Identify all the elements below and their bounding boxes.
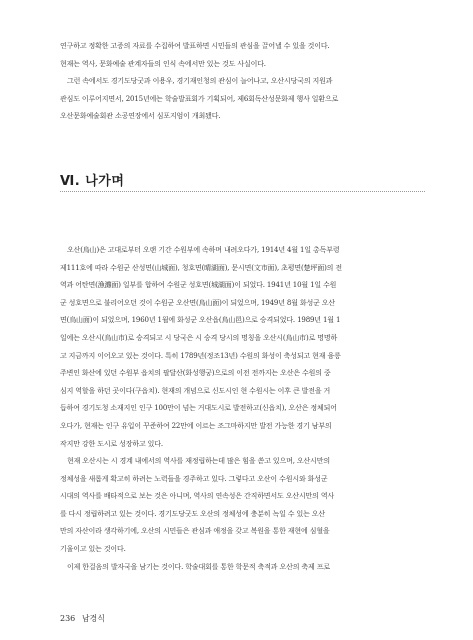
section-divider: [60, 191, 425, 192]
text-line: 심지 역할을 하던 곳이다(구읍치). 현재의 개념으로 신도시인 현 수원시는 이후 큰 발전을 거: [60, 386, 331, 395]
text-line: 주변인 화산에 있던 수원부 읍치의 팔달산(화성행궁)으로의 이전 전까지는 오산은 수원의 중: [60, 369, 331, 378]
body-paragraph-1: [60, 242, 425, 453]
text-line: 를 다시 정립하려고 있는 것이다. 경기도당굿도 오산의 정체성에 충분히 녹일 수 있는 오산: [60, 509, 326, 518]
text-line: 작지만 강한 도시로 성장하고 있다.: [60, 439, 163, 448]
text-line: 오다가, 현재는 인구 유입이 꾸준하여 22만에 이르는 조그마하지만 발전 가능한 경기 남부의: [60, 421, 332, 430]
body-paragraph-3: [60, 559, 425, 577]
body-paragraph-2: [60, 453, 425, 559]
text-line: 듭하여 경기도청 소재지인 인구 100만이 넘는 거대도시로 발전하고(신읍치), 오산은 정체되어: [60, 404, 337, 413]
text-line: 관심도 이루어지면서, 2015년에는 학술발표회가 기획되어, 제6회독산성문화제 행사 일환으로: [60, 94, 339, 103]
page-number: 236: [60, 614, 76, 623]
text-line: 군 성호면으로 불리어오던 것이 수원군 오산면(烏山面)이 되었으며, 1949년 8월 화성군 오산: [60, 298, 336, 307]
text-line: 그런 속에서도 경기도당굿과 이용우, 경기재인청의 관심이 늘어나고, 오산시당국의 지원과: [67, 77, 333, 86]
text-line: 제111호에 따라 수원군 산성면(山城面), 청호면(晴湖面), 문시면(文市面), 초평면(楚坪面)의 전: [60, 263, 342, 272]
text-line: 고 지금까지 이어오고 있는 것이다. 특히 1789년(정조13년) 수원의 화성이 축성되고 현재 융릉: [60, 351, 341, 360]
text-line: 연구하고 정확한 고증의 자료를 수집하여 발표하면 시민들의 관심을 끌어낼 수 있을 것이다.: [60, 42, 330, 50]
section-heading: Ⅵ. 나가며: [60, 174, 125, 189]
text-line: 일에는 오산시(烏山市)로 승격되고 시 당국은 시 승격 당시의 명칭을 오산시(烏山市)로 명명하: [60, 333, 338, 342]
text-line: 기울이고 있는 것이다.: [60, 544, 126, 553]
page-footer: [60, 613, 105, 624]
text-line: 이제 한걸음의 발자국을 남기는 것이다. 학술대회를 통한 학문적 축적과 오산의 축제 프로: [67, 563, 330, 571]
text-line: 역과 어탄면(漁灘面) 일부를 합하여 수원군 성호면(城湖面)이 되었다. 1941년 10월 1일 수원: [60, 281, 337, 290]
text-line: 면(烏山面)이 되었으며, 1960년 1월에 화성군 오산읍(烏山邑)으로 승격되었다. 1989년 1월 1: [60, 316, 341, 325]
top-paragraph: [60, 38, 425, 126]
text-line: 현재는 역사, 문화예술 관계자들의 인식 속에서만 있는 것도 사실이다.: [60, 59, 266, 68]
text-line: 현재 오산시는 시 경계 내에서의 역사를 재정립하는데 많은 힘을 쏟고 있으며, 오산시만의: [67, 457, 330, 465]
text-line: 정체성을 새롭게 확고히 하려는 노력들을 경주하고 있다. 그렇다고 오산이 수원시와 화성군: [60, 474, 328, 483]
text-line: 오산문화예술회관 소공연장에서 심포지엄이 개최됐다.: [60, 112, 221, 121]
text-line: 오산(烏山)은 고대로부터 오랜 기간 수원부에 속하며 내려오다가, 1914년 4월 1일 총독부령: [67, 246, 340, 254]
text-line: 시대의 역사를 배타적으로 보는 것은 아니며, 역사의 연속성은 간직하면서도 오산시만의 역사: [60, 492, 335, 501]
text-line: 만의 자산이라 생각하기에, 오산의 시민들은 관심과 애정을 갖고 복원을 통한 재현에 심혈을: [60, 527, 330, 536]
publication-name: 남경식: [81, 614, 106, 623]
